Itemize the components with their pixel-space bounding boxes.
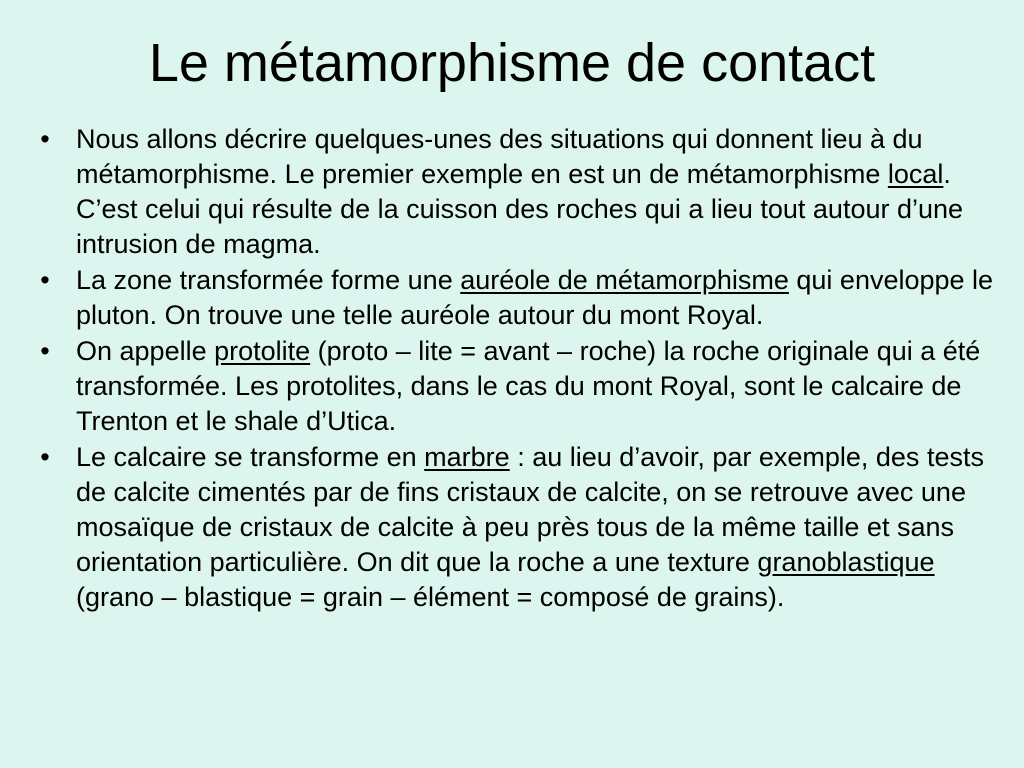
bullet-text: qui enveloppe le pluton. On trouve une telle auréole autour du mont Royal. — [76, 265, 994, 330]
term-granoblastique: granoblastique — [757, 547, 935, 577]
term-aureole: auréole de métamorphisme — [460, 265, 789, 295]
bullet-icon: • — [40, 442, 50, 472]
bullet-icon: • — [40, 265, 50, 295]
bullet-text: (grano – blastique = grain – élément = composé de grains). — [76, 582, 785, 612]
term-local: local — [887, 159, 944, 189]
bullet-text: (proto – lite = avant – roche) la roche originale qui a été transformée. Les protolites, dans le cas du mont Royal, sont le calcaire de Trenton et le shale d’Utica. — [76, 336, 981, 436]
bullet-text: . C’est celui qui résulte de la cuisson des roches qui a lieu tout autour d’une intrusion de magma. — [76, 159, 964, 259]
bullet-text: : au lieu d’avoir, par exemple, des tests de calcite cimentés par de fins cristaux de calcite, on se retrouve avec une mosaïque de cristaux de calcite à peu près tous de la même taille et sans orientation particulière. On dit que la roche a une texture — [76, 442, 984, 577]
bullet-item-local-metamorphism — [26, 122, 1016, 262]
bullet-item-protolite — [26, 334, 1016, 439]
bullet-text: Nous allons décrire quelques-unes des situations qui donnent lieu à du métamorphisme. Le premier exemple en est un de métamorphisme — [76, 124, 923, 189]
slide-title: Le métamorphisme de contact — [148, 33, 876, 93]
term-marbre: marbre — [424, 442, 510, 472]
term-protolite: protolite — [214, 336, 311, 366]
bullet-text: La zone transformée forme une — [76, 265, 461, 295]
bullet-item-marble — [26, 440, 1016, 615]
bullet-item-aureole — [26, 263, 1016, 333]
bullet-text: On appelle — [76, 336, 215, 366]
bullet-list — [26, 122, 1016, 616]
bullet-text: Le calcaire se transforme en — [76, 442, 425, 472]
bullet-icon: • — [40, 336, 50, 366]
bullet-icon: • — [40, 124, 50, 154]
